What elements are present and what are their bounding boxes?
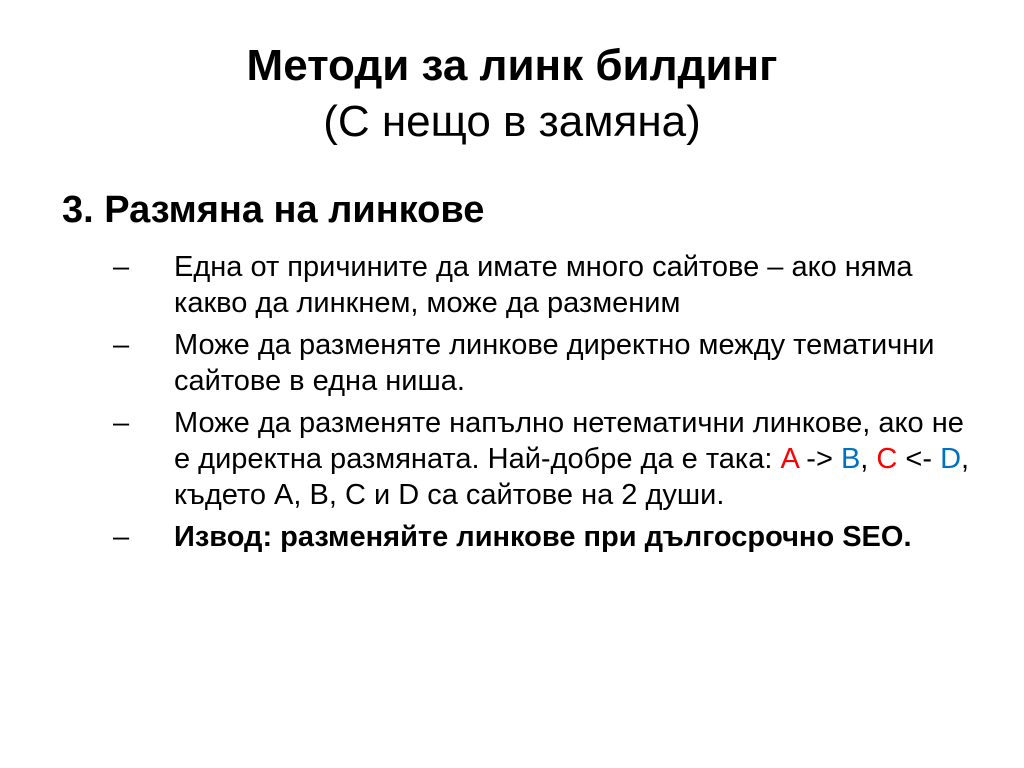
- site-d-label: D: [940, 443, 962, 475]
- title-line-2: (С нещо в замяна): [323, 97, 701, 146]
- site-c-label: C: [876, 443, 898, 475]
- title-line-1: Методи за линк билдинг: [246, 41, 778, 90]
- slide-title: [0, 38, 1024, 150]
- site-b-label: B: [840, 443, 861, 475]
- bullet-text-part: , където A, B, C и D са сайтове на 2 души.: [174, 443, 970, 511]
- bullet-dash: –: [113, 521, 130, 553]
- bullet-item: [113, 405, 973, 513]
- site-a-label: A: [780, 443, 799, 475]
- bullet-text: Може да разменяте линкове директно между тематични сайтове в една ниша.: [174, 329, 935, 397]
- bullet-item: [113, 249, 973, 321]
- bullet-text: Извод: разменяйте линкове при дългосрочно SEO.: [174, 521, 912, 553]
- section-heading: 3. Размяна на линкове: [62, 189, 485, 231]
- bullet-text-part: <-: [897, 443, 941, 475]
- bullet-list: [113, 249, 973, 561]
- bullet-text-part: ,: [860, 443, 877, 475]
- bullet-text-part: ->: [798, 443, 841, 475]
- bullet-dash: –: [113, 251, 130, 283]
- bullet-text: Една от причините да имате много сайтове – ако няма какво да линкнем, може да разменим: [174, 251, 913, 319]
- bullet-item: [113, 327, 973, 399]
- bullet-text: [174, 407, 969, 511]
- bullet-item-conclusion: [113, 519, 973, 555]
- bullet-text-part: Може да разменяте напълно нетематични линкове, ако не е директна размяната. Най-добре да е така:: [174, 407, 964, 475]
- bullet-dash: –: [113, 407, 130, 439]
- bullet-dash: –: [113, 329, 130, 361]
